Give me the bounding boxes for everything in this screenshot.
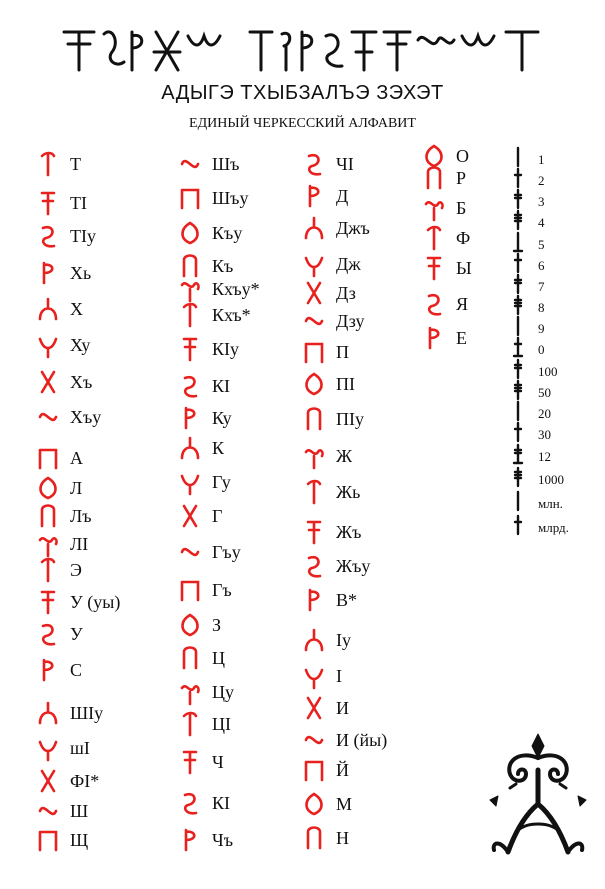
letter-entry bbox=[176, 712, 231, 736]
numeral-label: млн. bbox=[538, 496, 563, 511]
letter-entry bbox=[300, 252, 361, 276]
letter-entry bbox=[300, 588, 357, 612]
letter-entry bbox=[34, 828, 88, 852]
letter-entry bbox=[176, 613, 221, 637]
letter-label: Гъу bbox=[212, 541, 241, 562]
letter-entry bbox=[34, 622, 83, 646]
letter-entry bbox=[420, 196, 466, 220]
letter-label: Хь bbox=[70, 262, 92, 283]
letter-glyph bbox=[176, 468, 204, 496]
letter-glyph bbox=[300, 756, 328, 784]
letter-entry bbox=[34, 590, 120, 614]
letter-label: Чъ bbox=[212, 829, 234, 850]
numeral-label: 7 bbox=[538, 279, 545, 294]
letter-glyph bbox=[300, 726, 328, 754]
numeral-entry bbox=[512, 492, 563, 516]
letter-glyph bbox=[300, 214, 328, 242]
letter-glyph bbox=[300, 307, 328, 335]
alphabet-title: АДЫГЭ ТХЫБЗАЛЪЭ ЗЭХЭТ bbox=[161, 82, 444, 104]
letter-glyph bbox=[300, 586, 328, 614]
letter-glyph bbox=[176, 502, 204, 530]
letter-label: В* bbox=[336, 589, 358, 610]
letter-glyph bbox=[300, 150, 328, 178]
letter-glyph bbox=[300, 478, 328, 506]
letter-label: Дж bbox=[336, 253, 361, 274]
letter-glyph bbox=[300, 279, 328, 307]
letter-entry bbox=[34, 532, 88, 556]
letter-label: И bbox=[336, 697, 349, 718]
numeral-label: 9 bbox=[538, 321, 545, 336]
letter-glyph bbox=[34, 295, 62, 323]
numeral-label: 20 bbox=[538, 406, 551, 421]
letter-label: Е bbox=[456, 327, 467, 348]
letter-label: Ц bbox=[212, 647, 225, 668]
letter-label: Н bbox=[336, 827, 349, 848]
numeral-label: 0 bbox=[538, 342, 545, 357]
letter-glyph bbox=[176, 644, 204, 672]
letter-label: ТIу bbox=[70, 225, 96, 246]
letter-label: К bbox=[212, 437, 225, 458]
letter-entry bbox=[420, 256, 472, 280]
letter-label: Р bbox=[456, 167, 467, 188]
letter-entry bbox=[176, 680, 234, 704]
letter-entry bbox=[34, 446, 83, 470]
letter-glyph bbox=[176, 335, 204, 363]
letter-entry bbox=[34, 476, 82, 500]
numeral-label: 6 bbox=[538, 258, 545, 273]
letter-label: Ы bbox=[456, 257, 472, 278]
letter-entry bbox=[300, 554, 370, 578]
letter-glyph bbox=[300, 824, 328, 852]
letter-entry bbox=[300, 340, 349, 364]
letter-label: КI bbox=[212, 375, 230, 396]
letter-label: Щ bbox=[70, 829, 89, 850]
numeral-glyph bbox=[512, 514, 524, 542]
letter-label: Ху bbox=[70, 334, 91, 355]
letter-label: Ф bbox=[456, 227, 471, 248]
letter-glyph bbox=[34, 556, 62, 584]
letter-label: Къу bbox=[212, 222, 243, 243]
letter-entry bbox=[176, 221, 242, 245]
letter-glyph bbox=[34, 734, 62, 762]
letter-glyph bbox=[176, 678, 204, 706]
letter-glyph bbox=[300, 338, 328, 366]
letter-label: Iу bbox=[336, 629, 351, 650]
letter-entry bbox=[300, 444, 352, 468]
letter-glyph bbox=[176, 434, 204, 462]
letter-glyph bbox=[176, 275, 204, 303]
letter-label: КIу bbox=[212, 338, 239, 359]
letter-glyph bbox=[300, 405, 328, 433]
letter-entry bbox=[176, 504, 222, 528]
letter-glyph bbox=[300, 790, 328, 818]
letter-label: ПIу bbox=[336, 408, 364, 429]
letter-label: Д bbox=[336, 185, 349, 206]
letter-glyph bbox=[420, 254, 448, 282]
letter-label: ЛI bbox=[70, 533, 89, 554]
letter-glyph bbox=[176, 710, 204, 738]
letter-glyph bbox=[34, 656, 62, 684]
letter-entry bbox=[176, 374, 230, 398]
alphabet-subtitle: ЕДИНЫЙ ЧЕРКЕССКИЙ АЛФАВИТ bbox=[189, 116, 416, 131]
letter-entry bbox=[34, 224, 96, 248]
letter-glyph bbox=[34, 368, 62, 396]
letter-label: Т bbox=[70, 153, 81, 174]
letter-entry bbox=[176, 277, 260, 301]
letter-label: КI bbox=[212, 792, 230, 813]
letter-glyph bbox=[176, 538, 204, 566]
letter-glyph bbox=[34, 530, 62, 558]
letter-glyph bbox=[34, 699, 62, 727]
letter-label: Хъ bbox=[70, 371, 93, 392]
letter-glyph bbox=[420, 194, 448, 222]
letter-entry bbox=[300, 216, 370, 240]
letter-glyph bbox=[300, 662, 328, 690]
letter-label: Х bbox=[70, 298, 83, 319]
letter-label: Гу bbox=[212, 471, 231, 492]
letter-label: Э bbox=[70, 559, 82, 580]
letter-entry bbox=[300, 520, 361, 544]
letter-entry bbox=[176, 540, 241, 564]
letter-entry bbox=[34, 658, 82, 682]
letter-label: Жъ bbox=[336, 521, 362, 542]
letter-entry bbox=[34, 261, 91, 285]
letter-entry bbox=[34, 297, 83, 321]
letter-entry bbox=[300, 152, 354, 176]
letter-glyph bbox=[420, 324, 448, 352]
letter-label: М bbox=[336, 793, 353, 814]
letter-glyph bbox=[300, 694, 328, 722]
letter-glyph bbox=[420, 290, 448, 318]
letter-label: ШIу bbox=[70, 702, 104, 723]
letter-label: ТI bbox=[70, 192, 87, 213]
letter-label: ЦI bbox=[212, 713, 231, 734]
letter-glyph bbox=[176, 826, 204, 854]
letter-glyph bbox=[34, 150, 62, 178]
letter-entry bbox=[176, 303, 251, 327]
letter-label: ПI bbox=[336, 373, 355, 394]
letter-label: С bbox=[70, 659, 83, 680]
script-title-glyphs bbox=[60, 22, 545, 74]
letter-entry bbox=[420, 292, 468, 316]
letter-label: У bbox=[70, 623, 83, 644]
letter-label: И (йы) bbox=[336, 729, 388, 750]
letter-entry bbox=[300, 758, 349, 782]
letter-glyph bbox=[34, 797, 62, 825]
letter-glyph bbox=[34, 502, 62, 530]
letter-label: Я bbox=[456, 293, 469, 314]
letter-glyph bbox=[176, 404, 204, 432]
letter-entry bbox=[34, 736, 90, 760]
letter-entry bbox=[176, 436, 224, 460]
letter-glyph bbox=[176, 184, 204, 212]
letter-glyph bbox=[34, 826, 62, 854]
numeral-label: 30 bbox=[538, 427, 551, 442]
letter-label: П bbox=[336, 341, 349, 362]
letter-glyph bbox=[300, 626, 328, 654]
letter-entry bbox=[300, 696, 349, 720]
letter-entry bbox=[176, 646, 225, 670]
letter-entry bbox=[34, 769, 99, 793]
letter-glyph bbox=[300, 370, 328, 398]
letter-label: Ч bbox=[212, 751, 224, 772]
letter-label: Дз bbox=[336, 282, 356, 303]
letter-entry bbox=[34, 558, 82, 582]
numeral-label: 8 bbox=[538, 300, 545, 315]
letter-glyph bbox=[34, 444, 62, 472]
letter-label: Шъу bbox=[212, 187, 249, 208]
numeral-label: 4 bbox=[538, 215, 545, 230]
letter-entry bbox=[420, 226, 470, 250]
letter-label: Хъу bbox=[70, 406, 102, 427]
letter-label: Шъ bbox=[212, 153, 240, 174]
letter-label: Дзу bbox=[336, 310, 365, 331]
letter-label: I bbox=[336, 665, 342, 686]
letter-glyph bbox=[176, 219, 204, 247]
letter-glyph bbox=[300, 182, 328, 210]
letter-entry bbox=[176, 828, 233, 852]
letter-glyph bbox=[34, 474, 62, 502]
letter-entry bbox=[176, 470, 231, 494]
numeral-label: 3 bbox=[538, 194, 545, 209]
letter-label: Жь bbox=[336, 481, 361, 502]
letter-label: Цу bbox=[212, 681, 234, 702]
letter-entry bbox=[176, 406, 232, 430]
letter-entry bbox=[300, 372, 355, 396]
letter-glyph bbox=[34, 620, 62, 648]
numeral-label: 5 bbox=[538, 237, 545, 252]
letter-label: У (уы) bbox=[70, 591, 121, 612]
letter-label: Л bbox=[70, 477, 83, 498]
letter-glyph bbox=[300, 442, 328, 470]
numeral-label: 50 bbox=[538, 385, 551, 400]
letter-label: Ж bbox=[336, 445, 353, 466]
letter-glyph bbox=[176, 611, 204, 639]
letter-label: О bbox=[456, 145, 469, 166]
numeral-entry bbox=[512, 468, 564, 492]
letter-glyph bbox=[34, 403, 62, 431]
letter-glyph bbox=[300, 518, 328, 546]
letter-entry bbox=[300, 407, 364, 431]
letter-glyph bbox=[176, 748, 204, 776]
letter-entry bbox=[176, 186, 248, 210]
letter-entry bbox=[176, 152, 239, 176]
letter-label: З bbox=[212, 614, 222, 635]
letter-label: Гъ bbox=[212, 579, 232, 600]
letter-entry bbox=[300, 184, 348, 208]
letter-glyph bbox=[300, 250, 328, 278]
numeral-label: млрд. bbox=[538, 520, 569, 535]
letter-glyph bbox=[34, 189, 62, 217]
letter-entry bbox=[34, 191, 87, 215]
letter-label: А bbox=[70, 447, 83, 468]
letter-glyph bbox=[176, 372, 204, 400]
letter-entry bbox=[176, 337, 239, 361]
numeral-label: 1 bbox=[538, 152, 545, 167]
letter-label: Джъ bbox=[336, 217, 370, 238]
letter-glyph bbox=[34, 767, 62, 795]
letter-glyph bbox=[34, 331, 62, 359]
letter-entry bbox=[300, 281, 356, 305]
letter-glyph bbox=[420, 164, 448, 192]
letter-glyph bbox=[176, 576, 204, 604]
letter-entry bbox=[300, 792, 352, 816]
letter-entry bbox=[300, 309, 364, 333]
letter-label: Б bbox=[456, 197, 467, 218]
letter-entry bbox=[34, 333, 90, 357]
letter-glyph bbox=[176, 301, 204, 329]
letter-label: Й bbox=[336, 759, 349, 780]
letter-label: ФI* bbox=[70, 770, 100, 791]
letter-label: Кхъ* bbox=[212, 304, 251, 325]
numeral-label: 100 bbox=[538, 364, 558, 379]
letter-label: Ку bbox=[212, 407, 232, 428]
letter-label: Къ bbox=[212, 255, 234, 276]
letter-label: Ш bbox=[70, 800, 89, 821]
letter-entry bbox=[300, 826, 349, 850]
letter-entry bbox=[176, 578, 232, 602]
letter-entry bbox=[300, 728, 387, 752]
letter-glyph bbox=[34, 259, 62, 287]
letter-entry bbox=[34, 799, 88, 823]
letter-entry bbox=[34, 504, 92, 528]
letter-glyph bbox=[420, 224, 448, 252]
letter-entry bbox=[420, 326, 467, 350]
numeral-label: 12 bbox=[538, 449, 551, 464]
letter-entry bbox=[34, 152, 81, 176]
numeral-label: 1000 bbox=[538, 472, 564, 487]
numeral-entry bbox=[512, 516, 569, 540]
letter-entry bbox=[34, 405, 101, 429]
letter-entry bbox=[300, 628, 351, 652]
letter-glyph bbox=[34, 222, 62, 250]
letter-label: шI bbox=[70, 737, 90, 758]
letter-label: ЧI bbox=[336, 153, 354, 174]
letter-glyph bbox=[176, 150, 204, 178]
letter-glyph bbox=[300, 552, 328, 580]
letter-glyph bbox=[34, 588, 62, 616]
letter-entry bbox=[176, 791, 230, 815]
letter-entry bbox=[300, 664, 342, 688]
letter-entry bbox=[34, 701, 103, 725]
letter-label: Кхъу* bbox=[212, 278, 260, 299]
letter-glyph bbox=[176, 789, 204, 817]
letter-entry bbox=[420, 166, 466, 190]
letter-entry bbox=[176, 750, 224, 774]
letter-entry bbox=[34, 370, 92, 394]
ornament-emblem bbox=[488, 730, 588, 860]
letter-entry bbox=[300, 480, 360, 504]
letter-label: Жъу bbox=[336, 555, 371, 576]
letter-label: Лъ bbox=[70, 505, 92, 526]
letter-label: Г bbox=[212, 505, 223, 526]
numeral-label: 2 bbox=[538, 173, 545, 188]
